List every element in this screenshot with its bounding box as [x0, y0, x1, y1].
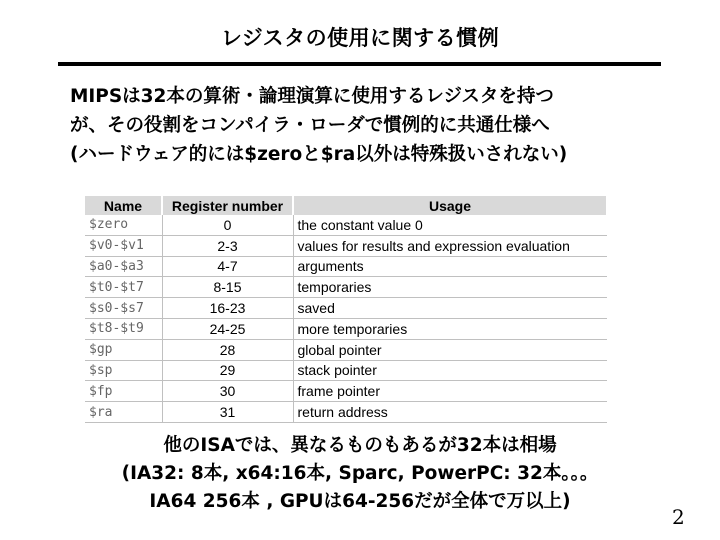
register-name-cell: $v0-$v1	[85, 235, 162, 256]
intro-line: (ハードウェア的には$zeroと$ra以外は特殊扱いされない)	[70, 144, 568, 165]
register-usage-cell: frame pointer	[293, 381, 607, 402]
register-name-cell: $s0-$s7	[85, 298, 162, 319]
register-name-cell: $a0-$a3	[85, 256, 162, 277]
register-number-cell: 2-3	[162, 235, 293, 256]
table-row	[85, 318, 607, 339]
register-usage-cell: arguments	[293, 256, 607, 277]
register-usage-cell: saved	[293, 298, 607, 319]
table-row	[85, 402, 607, 423]
register-number-cell: 8-15	[162, 277, 293, 298]
intro-text	[70, 82, 670, 169]
register-usage-cell: more temporaries	[293, 318, 607, 339]
register-number-cell: 16-23	[162, 298, 293, 319]
table-row	[85, 381, 607, 402]
table-row	[85, 298, 607, 319]
title-divider	[58, 62, 661, 66]
header-usage: Usage	[293, 196, 607, 215]
register-number-cell: 30	[162, 381, 293, 402]
outro-text	[0, 432, 720, 516]
table-row	[85, 339, 607, 360]
register-number-cell: 0	[162, 215, 293, 235]
header-name: Name	[85, 196, 162, 215]
register-name-cell: $gp	[85, 339, 162, 360]
register-usage-cell: the constant value 0	[293, 215, 607, 235]
table-row	[85, 256, 607, 277]
register-usage-cell: values for results and expression evaluation	[293, 235, 607, 256]
slide-title: レジスタの使用に関する慣例	[220, 26, 500, 50]
register-usage-cell: temporaries	[293, 277, 607, 298]
register-usage-cell: global pointer	[293, 339, 607, 360]
register-usage-cell: stack pointer	[293, 360, 607, 381]
register-number-cell: 31	[162, 402, 293, 423]
table-row	[85, 277, 607, 298]
outro-line: (IA32: 8本, x64:16本, Sparc, PowerPC: 32本。。。	[121, 463, 599, 484]
table-row	[85, 215, 607, 235]
outro-line: 他のISAでは、異なるものもあるが32本は相場	[163, 435, 557, 456]
register-number-cell: 29	[162, 360, 293, 381]
register-name-cell: $sp	[85, 360, 162, 381]
intro-line: MIPSは32本の算術・論理演算に使用するレジスタを持つ	[70, 86, 554, 107]
table-row	[85, 360, 607, 381]
register-usage-cell: return address	[293, 402, 607, 423]
register-number-cell: 4-7	[162, 256, 293, 277]
register-name-cell: $zero	[85, 215, 162, 235]
outro-line: IA64 256本 , GPUは64-256だが全体で万以上)	[149, 491, 571, 512]
header-register-number: Register number	[162, 196, 293, 215]
page-number: 2	[672, 505, 685, 529]
register-number-cell: 28	[162, 339, 293, 360]
register-name-cell: $t0-$t7	[85, 277, 162, 298]
register-table	[85, 196, 608, 423]
register-name-cell: $fp	[85, 381, 162, 402]
intro-line: が、その役割をコンパイラ・ローダで慣例的に共通仕様へ	[70, 115, 550, 136]
register-number-cell: 24-25	[162, 318, 293, 339]
table-row	[85, 235, 607, 256]
register-name-cell: $t8-$t9	[85, 318, 162, 339]
register-name-cell: $ra	[85, 402, 162, 423]
table-header-row	[85, 196, 607, 215]
